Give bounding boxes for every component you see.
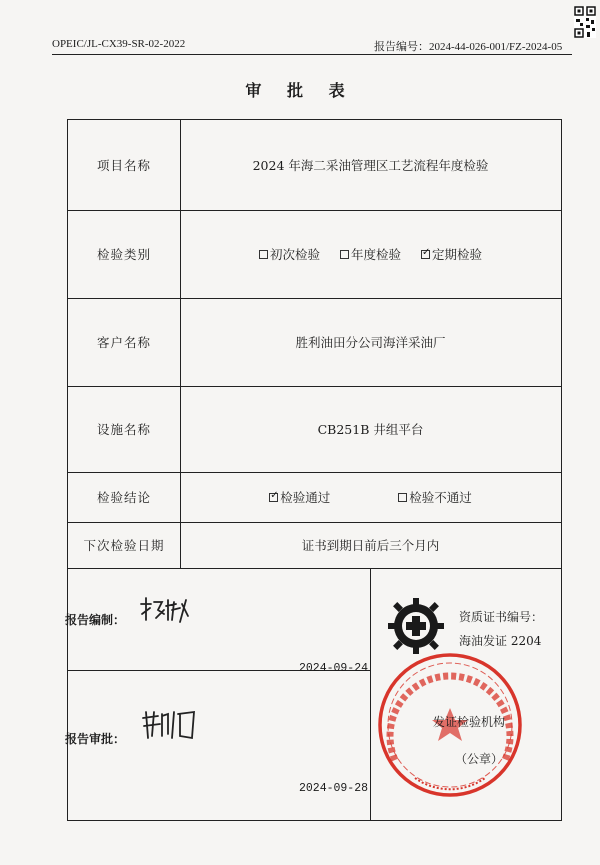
option-periodic[interactable]: ✓ 定期检验 [421, 245, 482, 263]
row-project [68, 120, 561, 211]
qr-code-icon [574, 6, 596, 38]
row-conclusion [68, 472, 561, 523]
client-value: 胜利油田分公司海洋采油厂 [295, 335, 446, 350]
compiled-label: 报告编制： [65, 613, 126, 627]
option-fail[interactable]: 检验不通过 [398, 488, 472, 506]
reviewed-date: 2024-09-28 [298, 782, 368, 795]
safety-gear-logo-icon [386, 596, 446, 656]
reviewed-signature [140, 708, 198, 742]
fail-checkbox[interactable] [398, 493, 407, 502]
periodic-checkbox[interactable] [421, 250, 430, 259]
option-annual[interactable]: 年度检验 [340, 245, 401, 263]
conclusion-label: 检验结论 [68, 472, 181, 522]
category-options [180, 210, 561, 298]
option-pass[interactable]: ✓ 检验通过 [269, 488, 330, 506]
category-label: 检验类别 [68, 210, 181, 298]
conclusion-options [180, 472, 561, 522]
stamp-label: （公章） [455, 752, 504, 766]
signature-panel [65, 568, 371, 820]
client-label: 客户名称 [68, 298, 181, 386]
report-number: 报告编号：2024-44-026-001/FZ-2024-05 [374, 41, 563, 53]
row-facility [68, 386, 561, 473]
project-name-label: 项目名称 [68, 120, 181, 210]
row-client [68, 298, 561, 387]
row-next-date [68, 522, 561, 569]
pass-checkbox[interactable] [269, 493, 278, 502]
issuing-organization: 发证检验机构 [433, 715, 506, 729]
compiled-date: 2024-09-24 [298, 662, 368, 675]
facility-value: CB251B 井组平台 [317, 422, 424, 437]
form-code: OPEIC/JL-CX39-SR-02-2022 [52, 38, 186, 50]
cert-number-label: 资质证书编号： [459, 610, 544, 624]
row-category [68, 210, 561, 299]
project-name-value: 2024 年海二采油管理区工艺流程年度检验 [252, 158, 489, 173]
next-date-value: 证书到期日前后三个月内 [301, 538, 440, 553]
option-initial[interactable]: 初次检验 [259, 245, 320, 263]
header-divider [52, 54, 572, 55]
initial-checkbox[interactable] [259, 250, 268, 259]
page-title: 审 批 表 [245, 81, 355, 100]
facility-label: 设施名称 [68, 386, 181, 472]
cert-number-value: 海油发证 2204 [459, 634, 542, 648]
compiled-signature [138, 596, 190, 624]
reviewed-label: 报告审批： [65, 732, 126, 746]
annual-checkbox[interactable] [340, 250, 349, 259]
next-date-label: 下次检验日期 [68, 522, 181, 568]
